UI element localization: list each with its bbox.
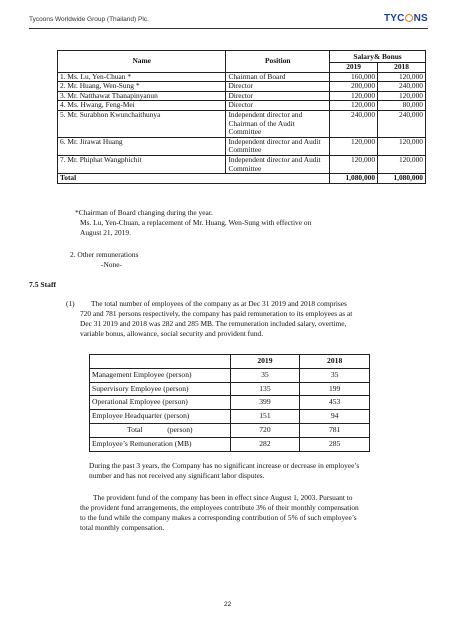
staff-2019: 282 <box>230 437 300 451</box>
para2-line-2: number and has not received any significant labor disputes. <box>89 471 265 480</box>
director-name: 1. Ms. Lu, Yen-Chuan * <box>58 72 226 82</box>
other-remunerations-value: -None- <box>101 260 122 269</box>
staff-2018: 453 <box>300 396 370 410</box>
salary-2018: 240,000 <box>378 110 426 137</box>
table-header-row <box>58 51 426 63</box>
table-row <box>58 155 426 173</box>
staff-label: Management Employee (person) <box>90 368 231 382</box>
staff-label: Total (person) <box>90 423 231 437</box>
other-remunerations-heading: 2. Other remunerations <box>70 250 139 259</box>
director-name: 6. Mr. Jirawat Huang <box>58 137 226 155</box>
para1-line-4: variable bonus, allowance, social security and provident fund. <box>80 329 264 338</box>
salary-2019: 120,000 <box>330 137 378 155</box>
para1-number: (1) <box>66 299 75 308</box>
salary-2019: 240,000 <box>330 110 378 137</box>
note-line-2: Ms. Lu, Yen-Chuan, a replacement of Mr. Huang, Wen-Sung with effective on <box>80 218 312 227</box>
director-name: 2. Mr. Huang, Wen-Sung * <box>58 82 226 92</box>
table-header-row <box>90 355 370 369</box>
director-position: Independent director and Audit Committee <box>226 137 330 155</box>
salary-2018: 80,000 <box>378 101 426 111</box>
col-header-name: Name <box>58 51 226 73</box>
director-name: 3. Mr. Natthawat Thanapinyanun <box>58 91 226 101</box>
company-logo: TYC NS <box>384 13 428 24</box>
col-header-2018: 2018 <box>300 355 370 369</box>
director-name: 7. Mr. Phiphat Wangphichit <box>58 155 226 173</box>
page-number: 22 <box>224 601 232 608</box>
table-row <box>90 396 370 410</box>
salary-2019: 200,000 <box>330 82 378 92</box>
col-header-2019: 2019 <box>230 355 300 369</box>
director-name: 5. Mr. Surabhon Kwunchaithunya <box>58 110 226 137</box>
director-position: Director <box>226 101 330 111</box>
salary-2018: 120,000 <box>378 72 426 82</box>
staff-label: Employee’s Remuneration (MB) <box>90 437 231 451</box>
table-row <box>58 110 426 137</box>
company-header: Tycoons Worldwide Group (Thailand) Plc. <box>29 16 149 23</box>
staff-2019: 151 <box>230 410 300 424</box>
salary-2019: 120,000 <box>330 91 378 101</box>
staff-label: Employee Headquarter (person) <box>90 410 231 424</box>
section-title: 7.5 Staff <box>29 280 56 289</box>
para3-line-2: the provident fund arrangements, the employees contribute 3% of their monthly compensation <box>80 503 359 512</box>
table-row <box>90 382 370 396</box>
staff-2018: 285 <box>300 437 370 451</box>
col-header-2018: 2018 <box>378 63 426 73</box>
table-row <box>90 437 370 451</box>
total-label: Total <box>58 174 330 184</box>
table-row <box>58 137 426 155</box>
salary-2019: 160,000 <box>330 72 378 82</box>
salary-2018: 120,000 <box>378 91 426 101</box>
table-total-row <box>58 174 426 184</box>
director-position: Director <box>226 91 330 101</box>
para2-line-1: During the past 3 years, the Company has no significant increase or decrease in employee’s <box>89 461 360 470</box>
staff-2019: 135 <box>230 382 300 396</box>
logo-ring-icon <box>405 14 413 22</box>
table-row <box>90 410 370 424</box>
salary-2019: 120,000 <box>330 155 378 173</box>
staff-2018: 199 <box>300 382 370 396</box>
col-header-2019: 2019 <box>330 63 378 73</box>
salary-2018: 240,000 <box>378 82 426 92</box>
col-header-salary: Salary& Bonus <box>330 51 426 63</box>
table-row <box>90 368 370 382</box>
staff-label: Supervisory Employee (person) <box>90 382 231 396</box>
col-header-blank <box>90 355 231 369</box>
table-row <box>90 423 370 437</box>
staff-2019: 35 <box>230 368 300 382</box>
header-divider <box>29 28 428 29</box>
col-header-position: Position <box>226 51 330 73</box>
note-line-1: *Chairman of Board changing during the year. <box>75 208 213 217</box>
salary-2019: 120,000 <box>330 101 378 111</box>
director-position: Chairman of Board <box>226 72 330 82</box>
staff-table <box>89 354 370 452</box>
staff-2019: 720 <box>230 423 300 437</box>
staff-2018: 35 <box>300 368 370 382</box>
board-remuneration-table <box>57 50 426 184</box>
para1-line-2: 720 and 781 persons respectively, the company has paid remuneration to its employees as at <box>80 309 353 318</box>
director-position: Independent director and Chairman of the Audit Committee <box>226 110 330 137</box>
salary-2018: 120,000 <box>378 137 426 155</box>
para3-line-3: to the fund while the company makes a corresponding contribution of 5% of such employee’s <box>80 513 357 522</box>
director-name: 4. Ms. Hwang, Feng-Mei <box>58 101 226 111</box>
table-row <box>58 82 426 92</box>
para3-line-4: total monthly compensation. <box>80 523 165 532</box>
para1-line-3: Dec 31 2019 and 2018 was 282 and 285 MB. The remuneration included salary, overtime, <box>80 319 347 328</box>
note-line-3: August 21, 2019. <box>80 228 131 237</box>
para3-line-1: The provident fund of the company has been in effect since August 1, 2003. Pursuant to <box>93 493 353 502</box>
staff-2018: 781 <box>300 423 370 437</box>
director-position: Independent director and Audit Committee <box>226 155 330 173</box>
staff-2019: 399 <box>230 396 300 410</box>
director-position: Director <box>226 82 330 92</box>
salary-2018: 120,000 <box>378 155 426 173</box>
total-2018: 1,080,000 <box>378 174 426 184</box>
staff-2018: 94 <box>300 410 370 424</box>
total-2019: 1,080,000 <box>330 174 378 184</box>
staff-label: Operational Employee (person) <box>90 396 231 410</box>
para1-line-1: The total number of employees of the company as at Dec 31 2019 and 2018 comprises <box>91 299 347 308</box>
